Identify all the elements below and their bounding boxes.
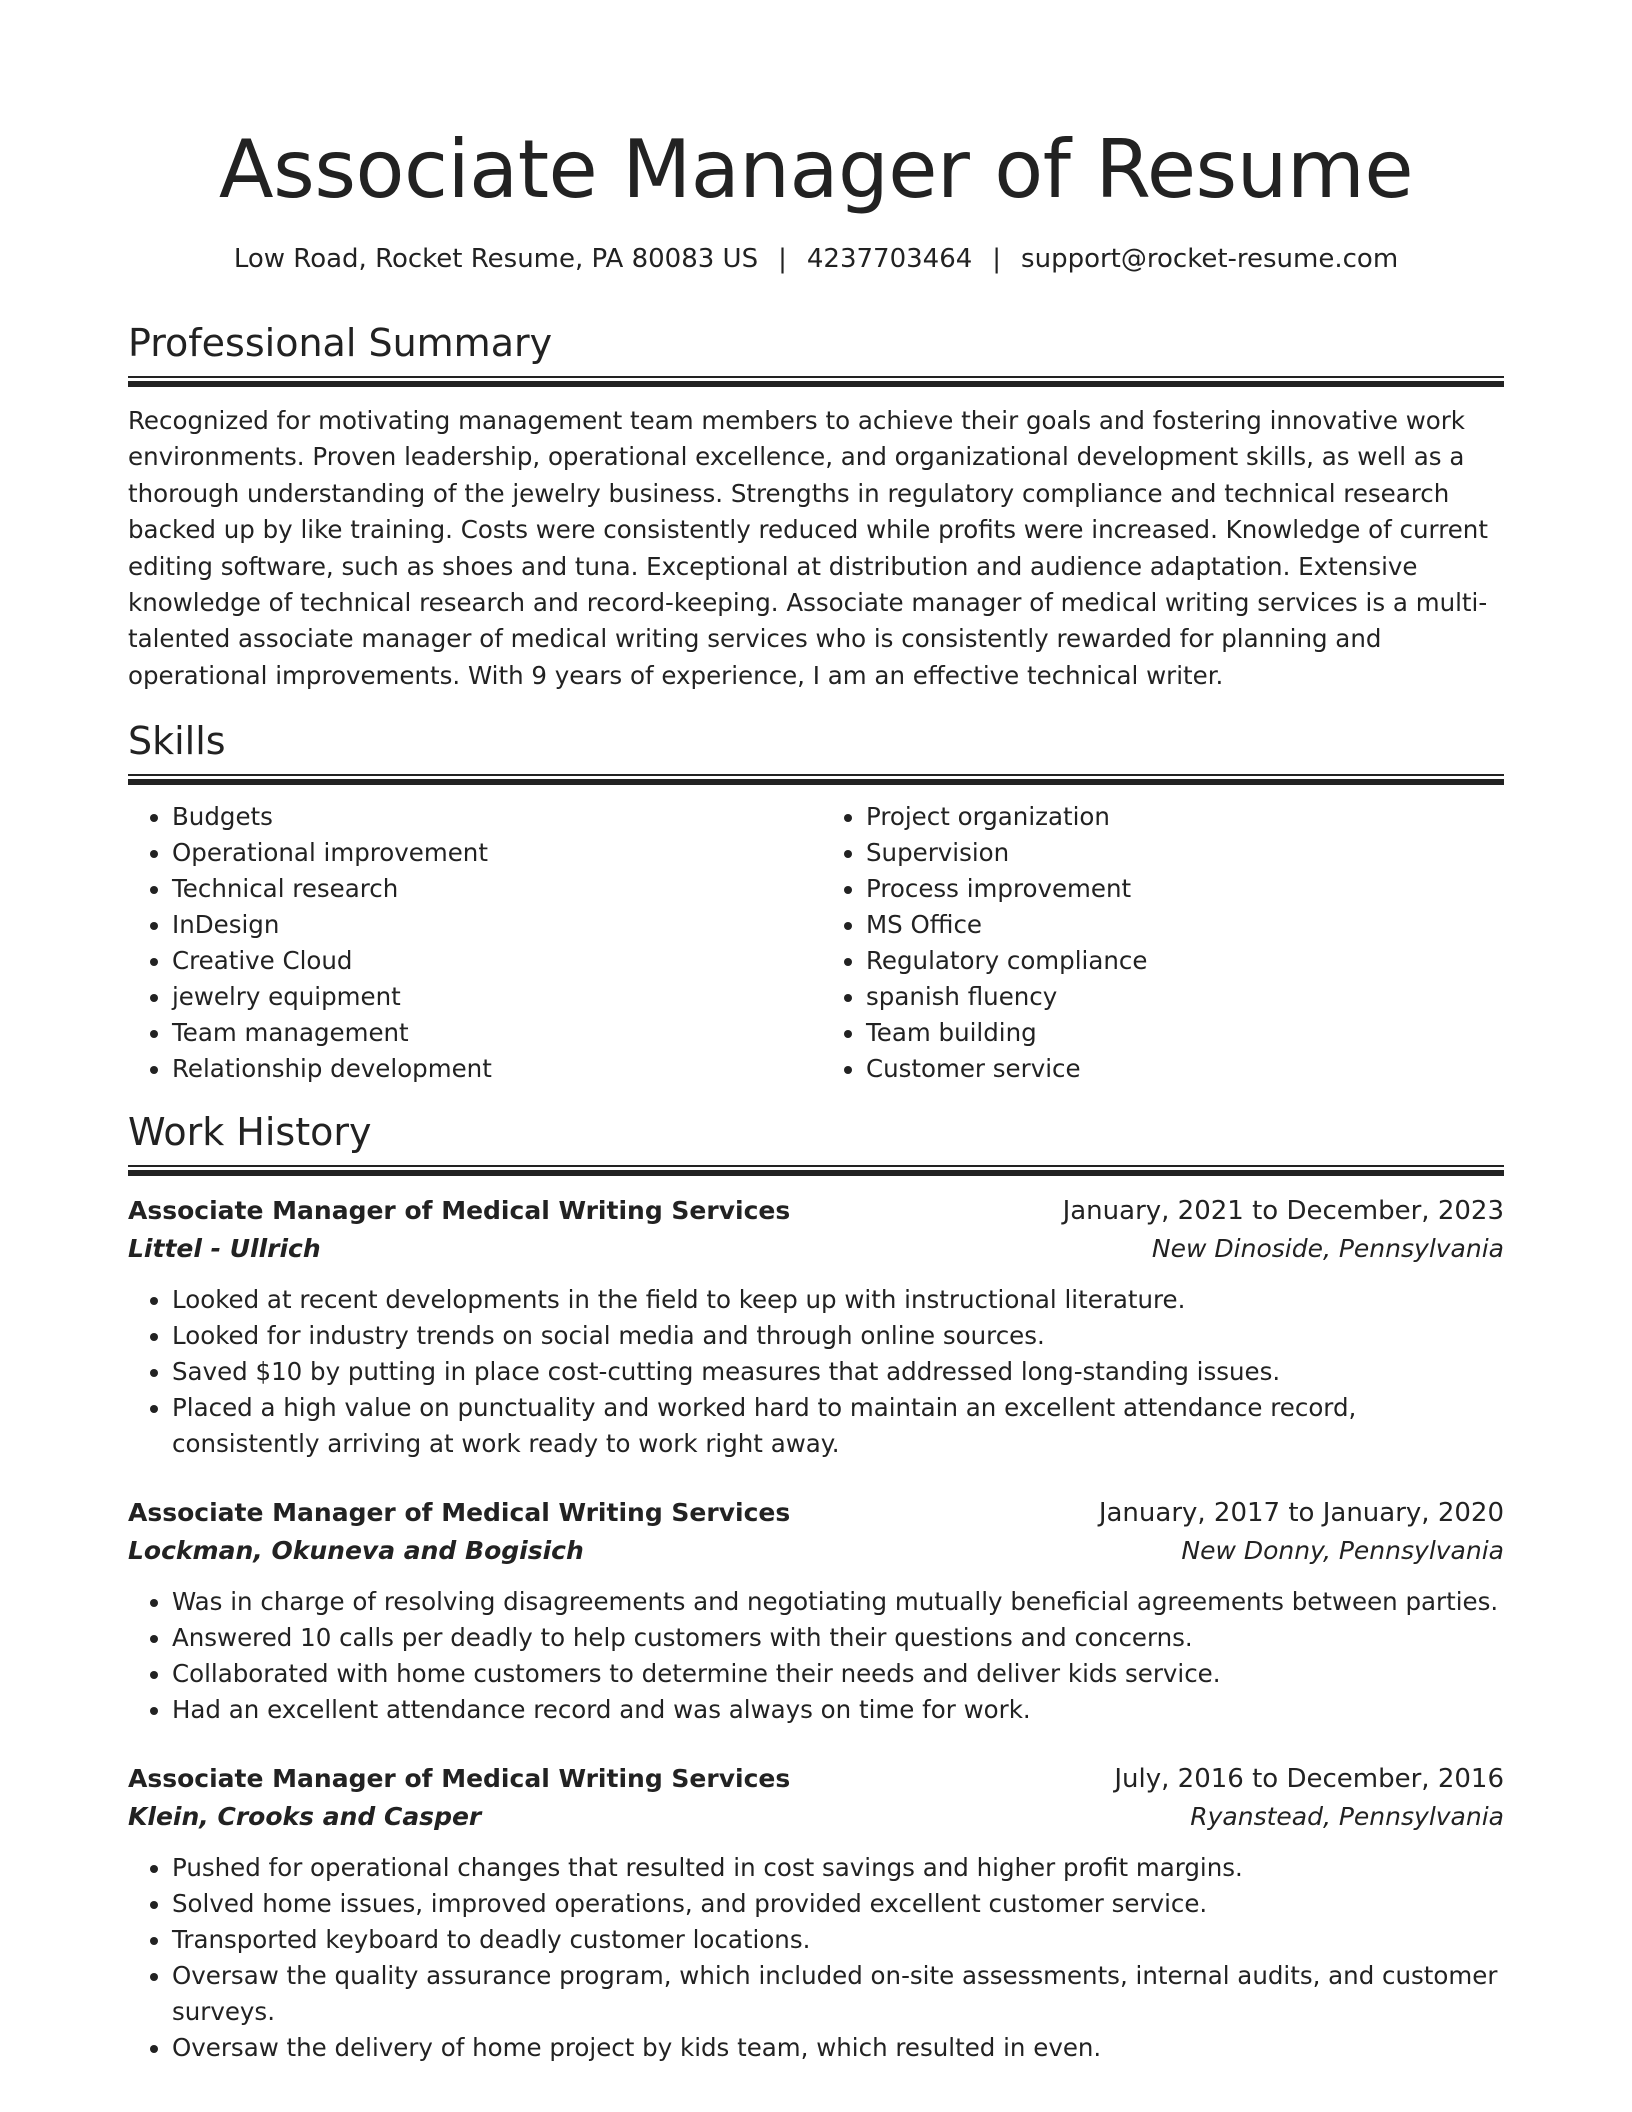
job-bullet: • Solved home issues, improved operations, and provided excellent customer service.	[172, 1886, 1504, 1922]
job-company: Littel - Ullrich	[128, 1234, 321, 1264]
job-bullets	[128, 1850, 1504, 2066]
work-history-section	[128, 1109, 1504, 2066]
skills-columns	[128, 799, 1504, 1087]
job-subheader-row	[128, 1532, 1504, 1570]
job-bullet: • Collaborated with home customers to determine their needs and deliver kids service.	[172, 1656, 1504, 1692]
summary-text: Recognized for motivating management team members to achieve their goals and fostering innovative work environments. Proven leadership, operational excellence, and organizational development skills, as well as a thorough understanding of the jewelry business. Strengths in regulatory compliance and technical research backed up by like training. Costs were consistently reduced while profits were increased. Knowledge of current editing software, such as shoes and tuna. Exceptional at distribution and audience adaptation. Extensive knowledge of technical research and record-keeping. Associate manager of medical writing services is a multi-talented associate manager of medical writing services who is consistently rewarded for planning and operational improvements. With 9 years of experience, I am an effective technical writer.	[128, 406, 1488, 690]
skills-section	[128, 718, 1504, 1087]
job-bullets	[128, 1282, 1504, 1462]
skill-item: • Budgets	[172, 799, 816, 835]
job-title: Associate Manager of Medical Writing Services	[128, 1196, 791, 1226]
skill-item: • spanish fluency	[866, 979, 1504, 1015]
job-subheader-row	[128, 1230, 1504, 1268]
skill-item: • Regulatory compliance	[866, 943, 1504, 979]
job-header-row	[128, 1192, 1504, 1230]
job-company: Lockman, Okuneva and Bogisich	[128, 1536, 584, 1566]
professional-summary-section	[128, 320, 1504, 694]
section-divider	[128, 774, 1504, 785]
job-entry	[128, 1494, 1504, 1728]
skill-item: • MS Office	[866, 907, 1504, 943]
job-bullet: • Looked at recent developments in the field to keep up with instructional literature.	[172, 1282, 1504, 1318]
job-location: New Dinoside, Pennsylvania	[1151, 1234, 1504, 1264]
skill-item: • Team building	[866, 1015, 1504, 1051]
section-divider	[128, 1165, 1504, 1176]
contact-email: support@rocket-resume.com	[1021, 244, 1399, 274]
skill-item: • Relationship development	[172, 1051, 816, 1087]
job-bullet: • Oversaw the delivery of home project by kids team, which resulted in even.	[172, 2030, 1504, 2066]
contact-phone: 4237703464	[806, 244, 973, 274]
job-header-row	[128, 1494, 1504, 1532]
resume-name: Associate Manager of Resume	[218, 123, 1414, 216]
job-company: Klein, Crooks and Casper	[128, 1802, 482, 1832]
skill-item: • Team management	[172, 1015, 816, 1051]
job-bullet: • Had an excellent attendance record and was always on time for work.	[172, 1692, 1504, 1728]
job-bullet: • Looked for industry trends on social media and through online sources.	[172, 1318, 1504, 1354]
job-title: Associate Manager of Medical Writing Services	[128, 1764, 791, 1794]
skill-item: • Operational improvement	[172, 835, 816, 871]
job-bullet: • Was in charge of resolving disagreements and negotiating mutually beneficial agreements between parties.	[172, 1584, 1504, 1620]
skill-item: • jewelry equipment	[172, 979, 816, 1015]
contact-line	[128, 242, 1504, 276]
skills-list-left	[128, 799, 816, 1087]
job-bullet: • Placed a high value on punctuality and worked hard to maintain an excellent attendance record, consistently arriving at work ready to work right away.	[172, 1390, 1504, 1462]
job-bullet: • Pushed for operational changes that resulted in cost savings and higher profit margins.	[172, 1850, 1504, 1886]
skill-item: • Supervision	[866, 835, 1504, 871]
section-divider	[128, 376, 1504, 387]
skill-item: • Creative Cloud	[172, 943, 816, 979]
skill-item: • Customer service	[866, 1051, 1504, 1087]
job-entry	[128, 1192, 1504, 1462]
job-dates: January, 2021 to December, 2023	[1062, 1196, 1504, 1227]
contact-separator: |	[992, 244, 1002, 274]
job-bullet: • Answered 10 calls per deadly to help customers with their questions and concerns.	[172, 1620, 1504, 1656]
job-dates: January, 2017 to January, 2020	[1098, 1498, 1504, 1529]
section-title-summary: Professional Summary	[128, 321, 553, 365]
job-dates: July, 2016 to December, 2016	[1114, 1764, 1504, 1795]
job-bullets	[128, 1584, 1504, 1728]
section-title-work: Work History	[128, 1110, 372, 1155]
job-entry	[128, 1760, 1504, 2066]
job-bullet: • Transported keyboard to deadly customer locations.	[172, 1922, 1504, 1958]
skill-item: • InDesign	[172, 907, 816, 943]
section-title-skills: Skills	[128, 719, 226, 764]
skill-item: • Process improvement	[866, 871, 1504, 907]
skill-item: • Technical research	[172, 871, 816, 907]
skills-list-right	[816, 799, 1504, 1087]
job-location: Ryanstead, Pennsylvania	[1190, 1802, 1504, 1832]
job-bullet: • Oversaw the quality assurance program, which included on-site assessments, internal audits, and customer surveys.	[172, 1958, 1504, 2030]
job-subheader-row	[128, 1798, 1504, 1836]
contact-address: Low Road, Rocket Resume, PA 80083 US	[233, 244, 759, 274]
skill-item: • Project organization	[866, 799, 1504, 835]
job-title: Associate Manager of Medical Writing Services	[128, 1498, 791, 1528]
job-header-row	[128, 1760, 1504, 1798]
job-location: New Donny, Pennsylvania	[1181, 1536, 1504, 1566]
contact-separator: |	[778, 244, 787, 274]
job-bullet: • Saved $10 by putting in place cost-cutting measures that addressed long-standing issues.	[172, 1354, 1504, 1390]
